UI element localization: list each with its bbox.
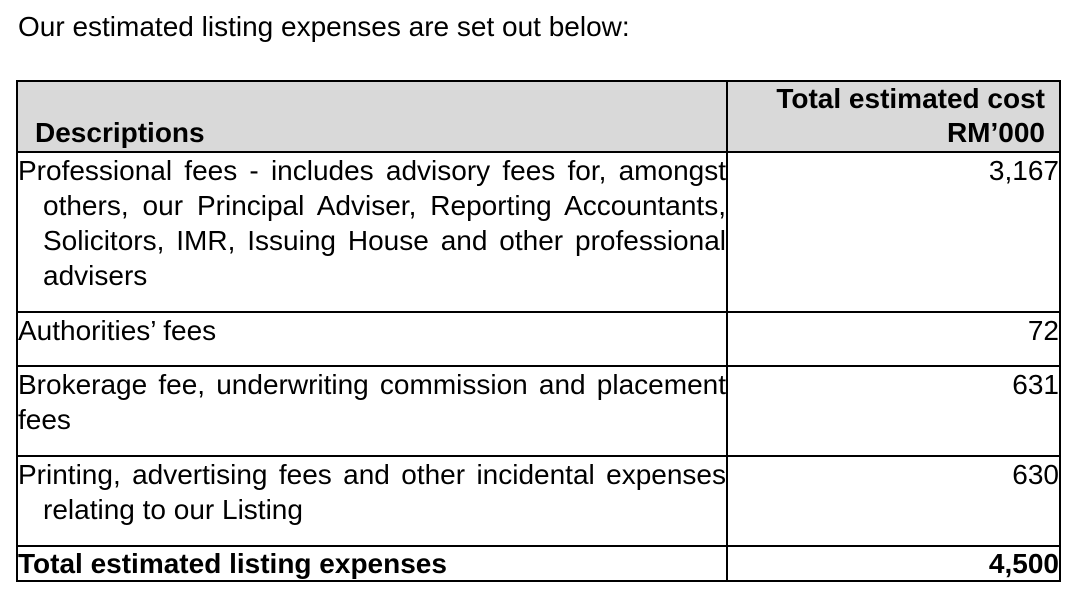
row-description-cell — [17, 366, 727, 456]
header-total-estimated-cost — [727, 81, 1060, 152]
header-descriptions: Descriptions — [17, 81, 727, 152]
row-amount: 3,167 — [727, 152, 1060, 312]
total-row — [17, 546, 1060, 581]
row-amount: 631 — [727, 366, 1060, 456]
intro-text: Our estimated listing expenses are set out below: — [18, 11, 630, 42]
table-row — [17, 152, 1060, 312]
header-cost-title: Total estimated cost — [776, 83, 1045, 114]
row-description: Professional fees - includes advisory fees for, amongst others, our Principal Adviser, Reporting Accountants, Solicitors, IMR, Issuing House and other professional advisers — [18, 155, 726, 291]
table-row — [17, 366, 1060, 456]
row-description: Brokerage fee, underwriting commission and placement fees — [18, 369, 726, 435]
table-row — [17, 312, 1060, 366]
table-row — [17, 456, 1060, 546]
total-amount: 4,500 — [727, 546, 1060, 581]
total-label: Total estimated listing expenses — [17, 546, 727, 581]
row-description: Printing, advertising fees and other incidental expenses relating to our Listing — [18, 459, 726, 525]
header-cost-unit: RM’000 — [946, 117, 1045, 148]
row-description-cell — [17, 312, 727, 366]
row-description-cell — [17, 152, 727, 312]
table-header-row — [17, 81, 1060, 152]
row-amount: 72 — [727, 312, 1060, 366]
row-description: Authorities’ fees — [18, 315, 217, 346]
listing-expenses-table — [16, 80, 1061, 582]
row-description-cell — [17, 456, 727, 546]
row-amount: 630 — [727, 456, 1060, 546]
